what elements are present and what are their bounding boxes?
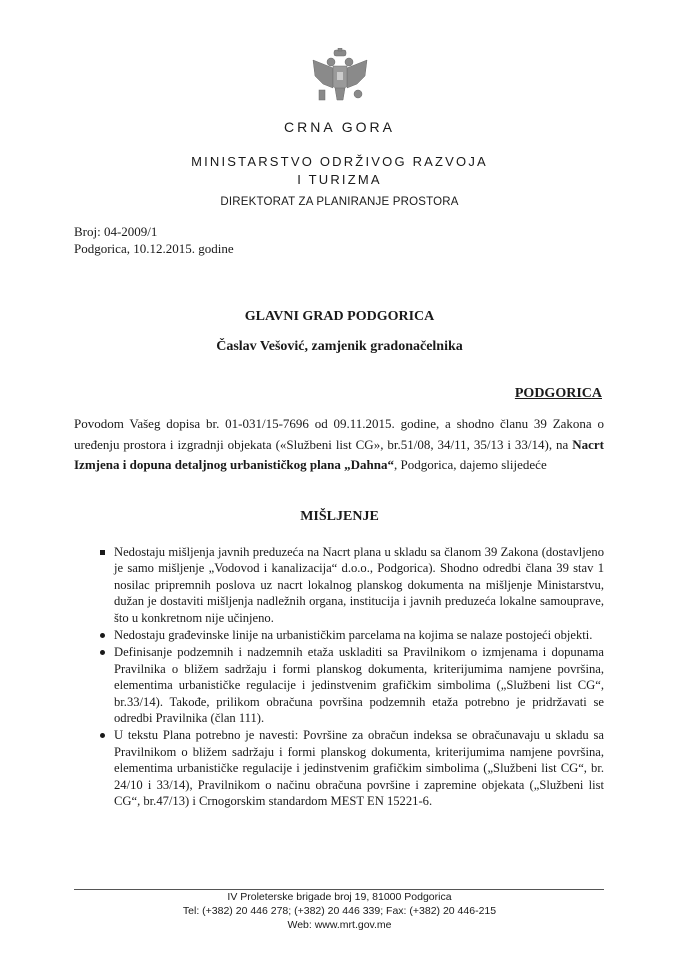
- intro-plan-title: Nacrt Izmjena i dopuna detaljnog urbanističkog plana „Dahna“: [74, 436, 604, 472]
- recipient-name: GLAVNI GRAD PODGORICA: [244, 309, 435, 324]
- country-name: CRNA GORA: [283, 119, 395, 135]
- opinion-list: [114, 544, 604, 811]
- ministry-name-line2: I TURIZMA: [297, 172, 382, 187]
- directorate-name: DIREKTORAT ZA PLANIRANJE PROSTORA: [220, 196, 459, 208]
- ministry-name-line1: MINISTARSTVO ODRŽIVOG RAZVOJA: [191, 154, 488, 169]
- coat-of-arms-icon: [309, 48, 371, 108]
- recipient-person: Časlav Vešović, zamjenik gradonačelnika: [216, 339, 463, 354]
- list-item: Nedostaju građevinske linije na urbanističkim parcelama na kojima se nalaze postojeći objekti.: [114, 627, 604, 643]
- intro-paragraph: [74, 414, 604, 476]
- footer-address: IV Proleterske brigade broj 19, 81000 Podgorica: [227, 891, 452, 903]
- footer-web: Web: www.mrt.gov.me: [287, 919, 392, 931]
- intro-text-before: Povodom Vašeg dopisa br. 01-031/15-7696 od 09.11.2015. godine, a shodno članu 39 Zakona o uređenju prostora i izgradnji objekata («Službeni list CG», br.51/08, 34/11, 35/13 i 33/14), na: [74, 416, 604, 452]
- list-item: Definisanje podzemnih i nadzemnih etaža uskladiti sa Pravilnikom o izmjenama i dopunama Pravilnika o bližem sadržaju i formi planskog dokumenta, kriterijumima namjene površina, elementima urbanističke regulacije i jedinstvenim grafičkim simbolima („Službeni list CG“, br.33/14). Takođe, prilikom obračuna površina podzemnih etaža potrebno je pridržavati se odredbi Pravilnika (član 111).: [114, 645, 604, 726]
- reference-number: Broj: 04-2009/1: [74, 224, 158, 239]
- place-date: Podgorica, 10.12.2015. godine: [74, 241, 234, 256]
- list-item: U tekstu Plana potrebno je navesti: Površine za obračun indeksa se obračunavaju u skladu sa Pravilnikom o bližem sadržaju i formi planskog dokumenta, kriterijumima namjene površina, elementima urbanističke regulacije i jedinstvenim grafičkim simbolima („Službeni list CG“, br. 24/10 i 33/14), Pravilnikom o načinu obračuna površine i zapremine objekata („Službeni list CG“, br.47/13) i Crnogorskim standardom MEST EN 15221-6.: [114, 728, 604, 809]
- opinion-title: MIŠLJENJE: [300, 509, 379, 524]
- recipient-city: PODGORICA: [514, 386, 602, 401]
- list-item: Nedostaju mišljenja javnih preduzeća na Nacrt plana u skladu sa članom 39 Zakona (dostavljeno je samo mišljenje „Vodovod i kanalizacija“ d.o.o., Podgorica). Shodno odredbi člana 39 stav 1 nosilac pripremnih poslova uz nacrt lokalnog planskog dokumenta na mišljenje Ministarstvu, dužan je dostaviti mišljenja nadležnih organa, institucija i javnih preduzeća lokalne samouprave, što u konkretnom nije učinjeno.: [114, 545, 604, 625]
- footer-contact: Tel: (+382) 20 446 278; (+382) 20 446 339; Fax: (+382) 20 446-215: [182, 905, 497, 917]
- intro-text-after: , Podgorica, dajemo slijedeće: [394, 457, 547, 472]
- footer-divider: [74, 889, 604, 890]
